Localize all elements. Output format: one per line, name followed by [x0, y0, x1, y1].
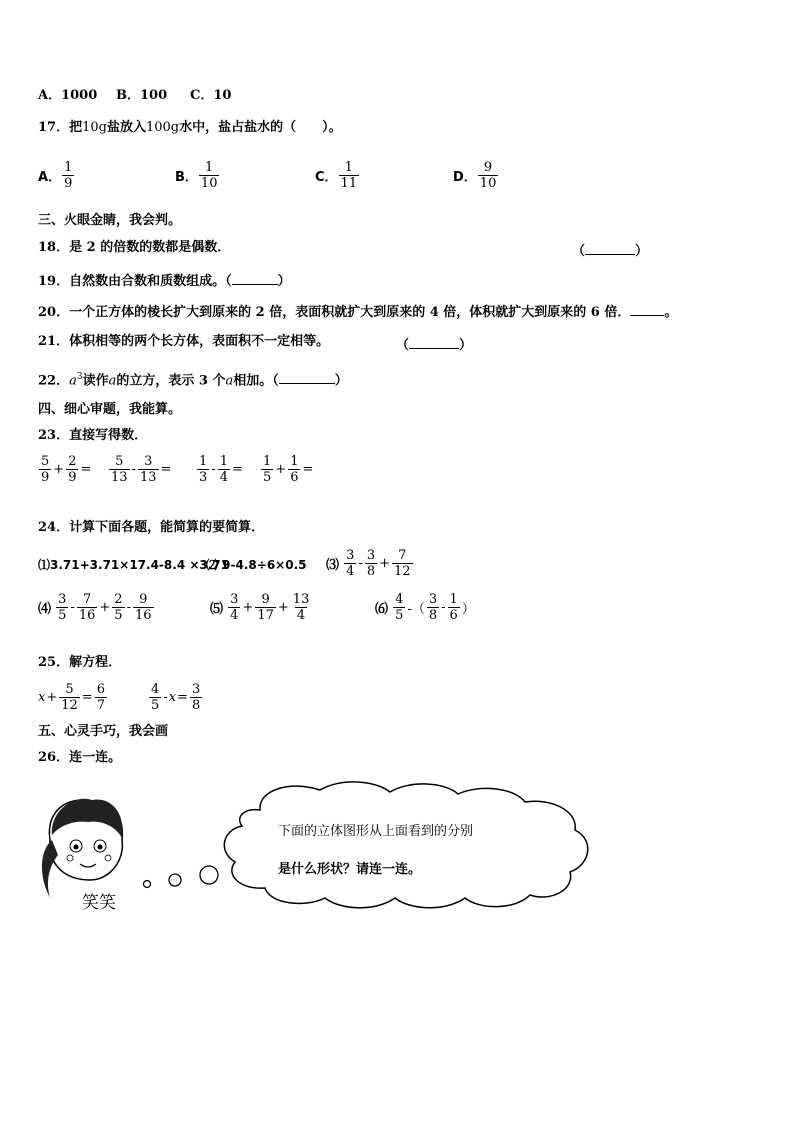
q24-item-4: ⑷ $\frac{3}{5}$ - $\frac{7}{16}$ + $\frac{2}{5}$ - $\frac{9}{16}$: [38, 592, 152, 623]
q24-item-2: ⑵ 9-4.8÷6×0.5: [206, 558, 307, 572]
q21-answer-blank[interactable]: （ ）: [396, 338, 473, 353]
thought-bubble: [224, 782, 587, 908]
question-17: 17．把10g盐放入100g水中，盐占盐水的（ ）。: [38, 120, 342, 135]
q17-option-d: D． $\frac{9}{10}$: [453, 160, 497, 191]
q24-item-6: ⑹ $\frac{4}{5}$ -（ $\frac{3}{8}$ - $\frac{1}{6}$ ）: [375, 592, 475, 623]
question-22: 22．$a^3$读作a的立方，表示 3 个a相加。（ ）: [38, 372, 348, 389]
question-23: 23．直接写得数．: [38, 428, 148, 443]
question-18: 18．是 2 的倍数的数都是偶数．: [38, 240, 231, 255]
section-4-heading: 四、细心审题，我能算。: [38, 402, 182, 417]
q23-item-3: $\frac{1}{3}$ - $\frac{1}{4}$ =: [199, 454, 243, 485]
question-21: 21．体积相等的两个长方体，表面积不一定相等。: [38, 334, 330, 349]
q17-option-a: A． $\frac{1}{9}$: [38, 160, 73, 191]
q25-equation-2: $\frac{4}{5}$ - x = $\frac{3}{8}$: [151, 682, 201, 713]
q25-equation-1: x + $\frac{5}{12}$ = $\frac{6}{7}$: [38, 682, 105, 713]
q24-item-1: ⑴3.71+3.71×17.4-8.4 ×3.71: [38, 558, 230, 572]
section-3-heading: 三、火眼金睛，我会判。: [38, 213, 182, 228]
option-c: C．10: [190, 88, 232, 103]
q23-item-4: $\frac{1}{5}$ + $\frac{1}{6}$ =: [263, 454, 314, 485]
option-a: A．1000: [38, 88, 98, 103]
q23-item-1: $\frac{5}{9}$ + $\frac{2}{9}$ =: [41, 454, 92, 485]
option-b: B．100: [116, 88, 168, 103]
question-20: 20．一个正方体的棱长扩大到原来的 2 倍，表面积就扩大到原来的 4 倍，体积就扩大到原来的 6 倍． 。: [38, 305, 678, 320]
bubble-text-line-2: 是什么形状？请连一连。: [278, 862, 422, 877]
thought-dot-medium: [169, 874, 181, 886]
q24-item-5: ⑸ $\frac{3}{4}$ + $\frac{9}{17}$ + $\frac{13}{4}$: [210, 592, 310, 623]
question-26: 26．连一连。: [38, 750, 122, 765]
q18-answer-blank[interactable]: （ ）: [572, 244, 649, 259]
q24-item-3: ⑶ $\frac{3}{4}$ - $\frac{3}{8}$ + $\frac{7}{12}$: [326, 548, 411, 579]
q17-option-c: C． $\frac{1}{11}$: [315, 160, 358, 191]
question-19: 19．自然数由合数和质数组成。（ ）: [38, 274, 291, 289]
q17-option-b: B． $\frac{1}{10}$: [175, 160, 218, 191]
question-25: 25．解方程．: [38, 655, 122, 670]
thought-dot-small: [144, 881, 151, 888]
girl-name-label: 笑笑: [82, 893, 116, 913]
girl-icon: [42, 799, 123, 898]
question-24: 24．计算下面各题，能简算的要简算．: [38, 520, 265, 535]
section-5-heading: 五、心灵手巧，我会画: [38, 724, 169, 739]
thought-dot-large: [200, 866, 218, 884]
illustration: [30, 780, 610, 920]
q23-item-2: $\frac{5}{13}$ - $\frac{3}{13}$ =: [111, 454, 172, 485]
bubble-text-line-1: 下面的立体图形从上面看到的分别: [278, 824, 474, 839]
